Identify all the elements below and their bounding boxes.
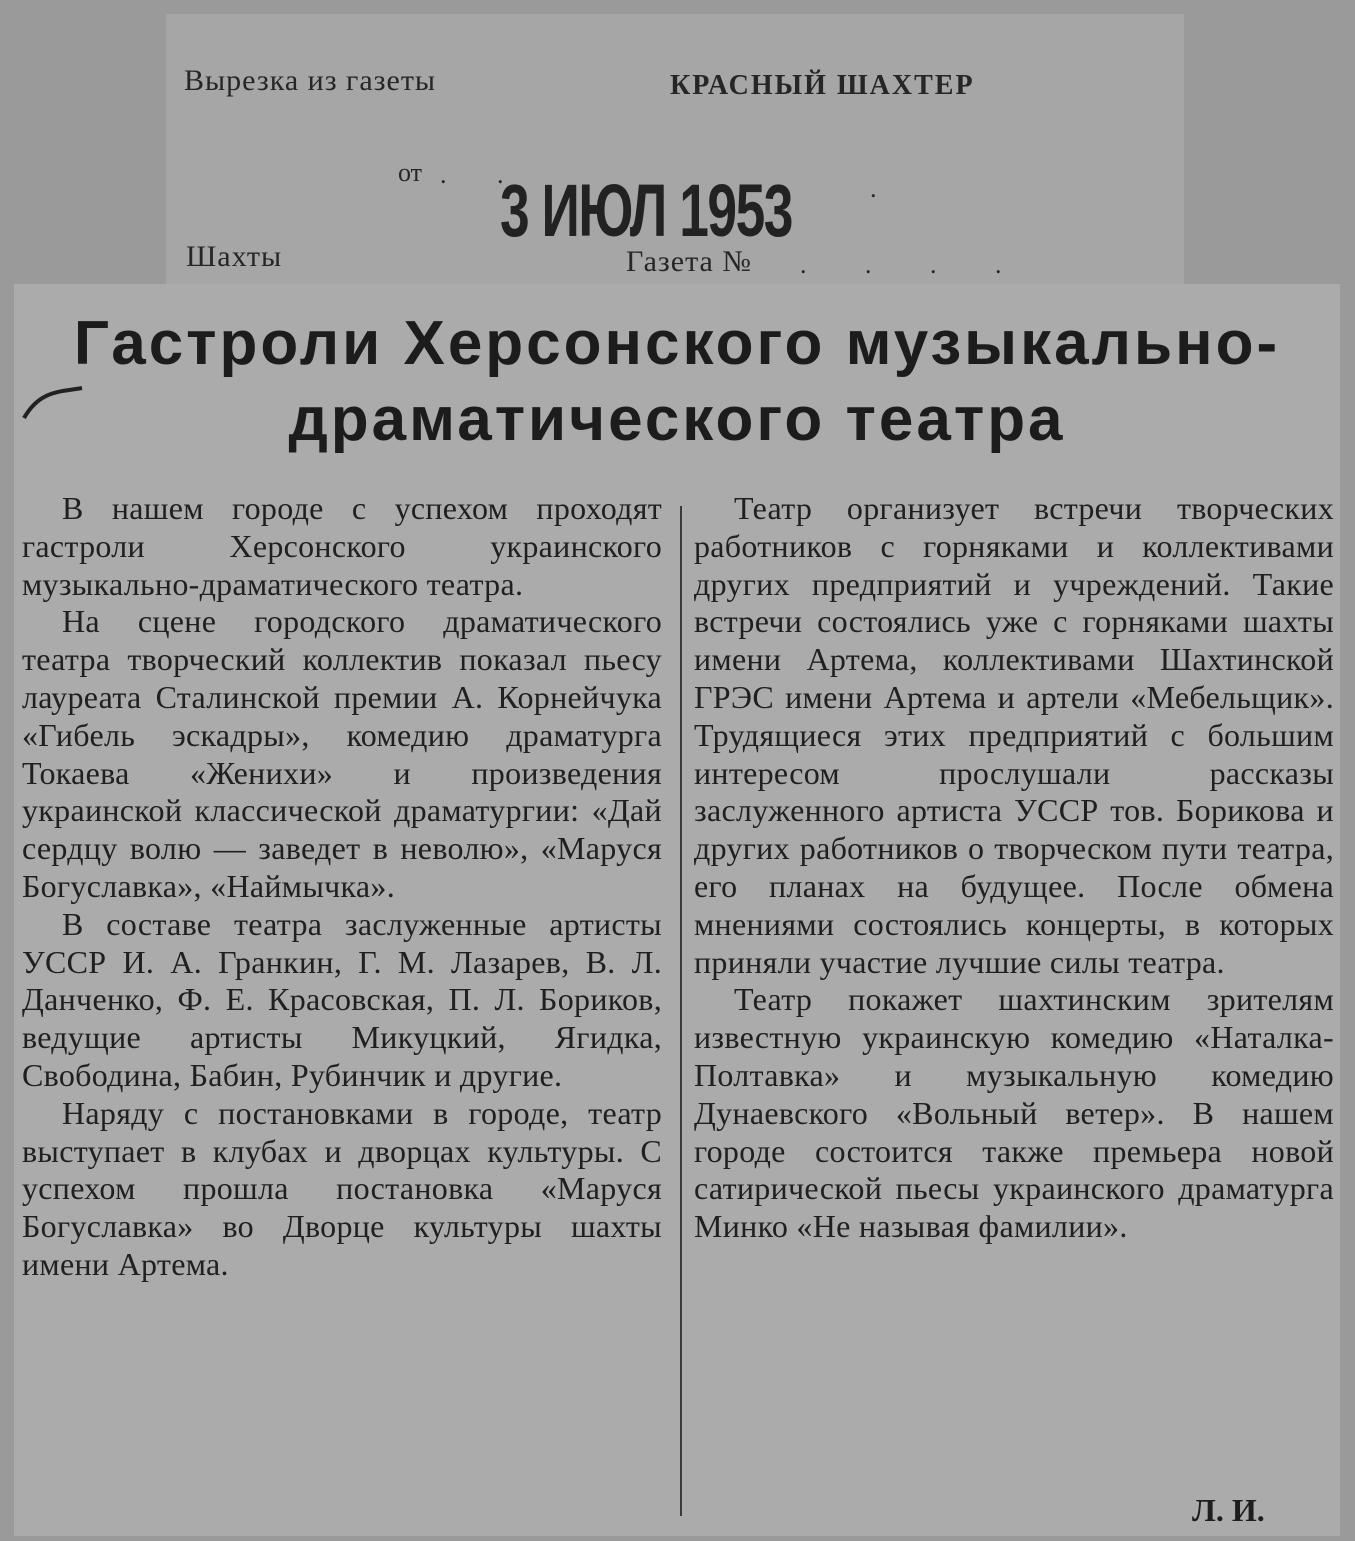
- newspaper-name: КРАСНЫЙ ШАХТЕР: [670, 70, 975, 101]
- paragraph: В нашем городе с успехом проходят гастроли Херсонского украинского музыкально-драматического театра.: [22, 490, 662, 602]
- paragraph: Театр покажет шахтинским зрителям известную украинскую комедию «Наталка-Полтавка» и музыкальную комедию Дунаевского «Вольный ветер». В нашем городе состоится также премьера новой сатирической пьесы украинского драматурга Минко «Не называя фамилии».: [694, 981, 1334, 1245]
- right-column: [694, 490, 1334, 1246]
- clipping-label: Вырезка из газеты: [184, 64, 437, 97]
- issue-number-label: Газета №: [626, 245, 752, 278]
- article-clipping: [14, 284, 1340, 1536]
- paragraph: На сцене городского драматического театра творческий коллектив показал пьесу лауреата Сталинской премии А. Корнейчука «Гибель эскадры», комедию драматурга Токаева «Женихи» и произведения украинской классической драматургии: «Дай сердцу волю — заведет в неволю», «Маруся Богуславка», «Наймычка».: [22, 603, 662, 904]
- date-dots-end: .: [870, 174, 877, 203]
- left-column: [22, 490, 662, 1284]
- column-divider: [680, 506, 682, 1516]
- article-title-line-2: драматического театра: [288, 385, 1066, 454]
- article-title: [14, 306, 1340, 458]
- author-initials: Л. И.: [1192, 1492, 1265, 1528]
- paragraph: Наряду с постановками в городе, театр выступает в клубах и дворцах культуры. С успехом прошла постановка «Маруся Богуславка» во Дворце культуры шахты имени Артема.: [22, 1094, 662, 1282]
- issue-dots: . . . .: [800, 250, 1028, 279]
- date-stamp: 3 ИЮЛ 1953: [500, 169, 792, 252]
- article-title-line-1: Гастроли Херсонского музыкально-: [73, 309, 1281, 378]
- date-prefix: от: [398, 158, 423, 187]
- paragraph: В составе театра заслуженные артисты УССР И. А. Гранкин, Г. М. Лазарев, В. Л. Данченко, Ф. Е. Красовская, П. Л. Бориков, ведущие артисты Микуцкий, Ягидка, Свободина, Бабин, Рубинчик и другие.: [22, 905, 662, 1093]
- date-dots: . .: [440, 160, 526, 189]
- paragraph: Театр организует встречи творческих работников с горняками и коллективами других предприятий и учреждений. Такие встречи состоялись уже с горняками шахты имени Артема, коллективами Шахтинской ГРЭС имени Артема и артели «Мебельщик». Трудящиеся этих предприятий с большим интересом прослушали рассказы заслуженного артиста УССР тов. Борикова и других работников о творческом пути театра, его планах на будущее. После обмена мнениями состоялись концерты, в которых приняли участие лучшие силы театра.: [694, 490, 1334, 980]
- city-name: Шахты: [186, 240, 283, 273]
